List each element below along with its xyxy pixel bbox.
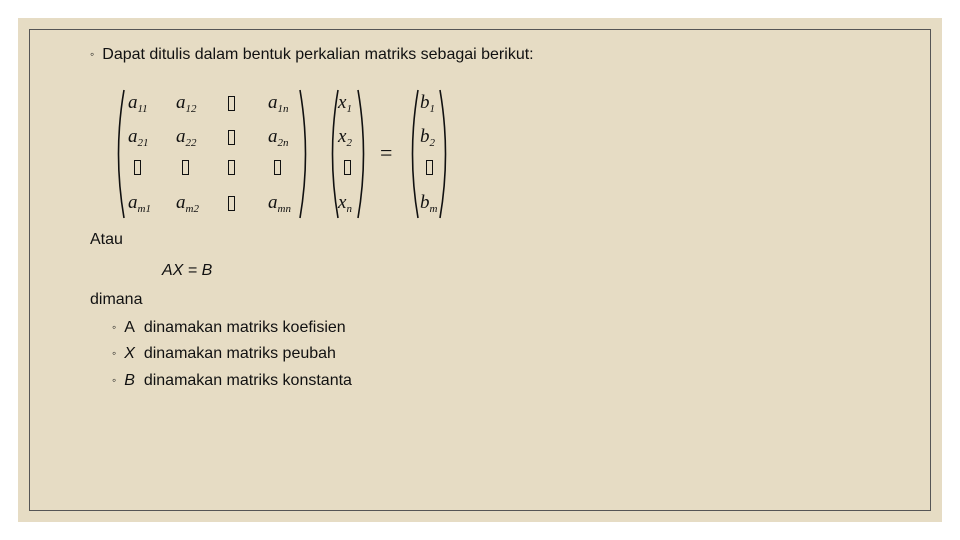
matrix-x-cell: $x_2$ xyxy=(338,126,352,149)
dimana-label: dimana xyxy=(90,291,143,308)
matrix-b-cell: $b_1$ xyxy=(420,92,435,115)
definition-symbol: X xyxy=(124,345,135,362)
placeholder-box-icon xyxy=(426,160,433,175)
bullet-icon: ◦ xyxy=(112,346,117,360)
matrix-b-cell: $b_m$ xyxy=(420,192,438,215)
placeholder-box-icon xyxy=(228,160,235,175)
definition-symbol: A xyxy=(124,319,135,336)
intro-text: Dapat ditulis dalam bentuk perkalian matriks sebagai berikut: xyxy=(102,46,534,63)
equation-ax-b: AX = B xyxy=(162,262,213,279)
matrix-a-left-paren xyxy=(112,88,126,220)
matrix-a-cell: $a_{m2}$ xyxy=(176,192,199,215)
matrix-a-cell: $a_{11}$ xyxy=(128,92,148,115)
matrix-a-cell: $a_{m1}$ xyxy=(128,192,151,215)
definition-symbol: B xyxy=(124,372,135,389)
equals-sign: = xyxy=(380,140,393,165)
placeholder-box-icon xyxy=(344,160,351,175)
definition-text: dinamakan matriks peubah xyxy=(143,345,336,362)
definition-x xyxy=(112,345,336,363)
definition-a xyxy=(112,319,346,337)
definition-b xyxy=(112,372,352,390)
bullet-icon: ◦ xyxy=(112,373,117,387)
placeholder-box-icon xyxy=(228,96,235,111)
definition-text: dinamakan matriks konstanta xyxy=(143,372,352,389)
bullet-icon: ◦ xyxy=(90,47,95,61)
matrix-b-left-paren xyxy=(406,88,420,220)
placeholder-box-icon xyxy=(274,160,281,175)
matrix-b-cell: $b_2$ xyxy=(420,126,435,149)
matrix-a-right-paren xyxy=(298,88,312,220)
placeholder-box-icon xyxy=(182,160,189,175)
bullet-icon: ◦ xyxy=(112,320,117,334)
definition-text: dinamakan matriks koefisien xyxy=(143,319,346,336)
matrix-a-cell: $a_{mn}$ xyxy=(268,192,291,215)
matrix-a-cell: $a_{2n}$ xyxy=(268,126,289,149)
placeholder-box-icon xyxy=(134,160,141,175)
matrix-a-cell: $a_{22}$ xyxy=(176,126,197,149)
matrix-a-cell: $a_{21}$ xyxy=(128,126,149,149)
atau-label: Atau xyxy=(90,231,123,248)
matrix-x-right-paren xyxy=(356,88,370,220)
matrix-x-cell: $x_n$ xyxy=(338,192,352,215)
placeholder-box-icon xyxy=(228,130,235,145)
matrix-a-cell: $a_{12}$ xyxy=(176,92,197,115)
placeholder-box-icon xyxy=(228,196,235,211)
matrix-x-cell: $x_1$ xyxy=(338,92,352,115)
matrix-a-cell: $a_{1n}$ xyxy=(268,92,289,115)
matrix-b-right-paren xyxy=(438,88,452,220)
